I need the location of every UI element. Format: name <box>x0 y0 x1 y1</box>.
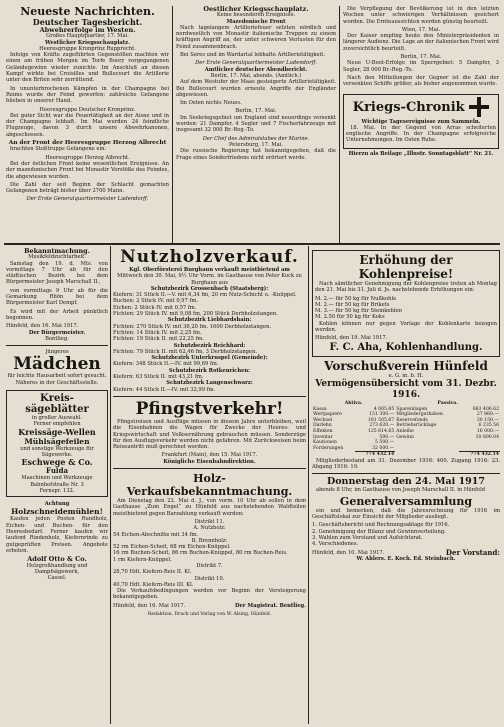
aktiva-header: Aktiva. <box>344 400 363 406</box>
gv-item: 3. Wahlen zum Vorstand und Aufsichtsrat. <box>312 534 423 541</box>
meeting-location: abends 8 Uhr, im Gasthause von Joseph Marschall II. in Hünfeld <box>316 486 486 493</box>
auction-item: Kiefern: 63 Stück II. mit 43,21 fm. <box>113 374 204 381</box>
verein-subtitle: e. G. m. b. H. <box>388 372 424 379</box>
news-front: Westlicher Kriegsschauplatz. <box>45 39 130 46</box>
news-column-middle <box>176 6 336 242</box>
gv-item: 1. Geschäftsbericht und Rechnungsablage für 1916. <box>312 522 450 529</box>
news-section: Abwehrerfolge im Westen. <box>39 26 136 34</box>
kohlen-title: Erhöhung der Kohlenpreise! <box>358 253 454 281</box>
balance-table <box>312 401 500 458</box>
auction-district: Schutzbezirk Rotkenrichen: <box>168 367 251 374</box>
notice-signature-name: Bentlieg. <box>45 335 69 342</box>
ad-address: Maschinen und Werkzeuge Bahnhofstraße Nr. 3 <box>21 475 93 488</box>
ad-title: Kriegs-Chronik <box>352 99 465 115</box>
kohlen-firm: F. C. Aha, Kohlenhandlung. <box>329 341 483 353</box>
news-paragraph: Die Verpflegung der Bevölkerung ist in den letzten Wochen unter schwierigen Verhältnissen gesichert worden. Die Ernteaussichten werden günstig beurteilt. <box>343 6 499 25</box>
table-row: Forderungen 32 000.— <box>313 445 395 451</box>
ad-line: in großer Auswahl. <box>31 415 83 422</box>
auction-item: Fichten: 79 Stück II. mit 62,46 fm, 3 Derbholzstangen. <box>113 348 258 355</box>
auction-item: Fichten: 29 Stück IV. mit 9,08 fm, 200 Stück Derbholzstangen. <box>113 311 278 318</box>
news-paragraph: Der Kaiser empfing heute den Ministerpräsidenten in längerer Audienz. Die Lage an der italienischen Front wird zuversichtlich beurteilt. <box>343 33 499 52</box>
notices-column <box>6 248 108 722</box>
ad-line: und sonstige Werkzeuge für Sägewerke. <box>20 445 94 458</box>
news-signature: Der Erste Generalquartiermeister Ludendorff. <box>26 196 149 203</box>
news-dateline: Petersburg, 17. Mai. <box>229 141 283 148</box>
holz-signature: Der Magistrat. Bentlieg. <box>235 602 306 609</box>
pfingst-text: Pfingstreisen und Ausflüge müssen in diesem Jahre unterbleiben, weil die Eisenbahnen die Wagen für Zwecke der Heeres- und Kriegswirtschaft und Volksernährung gebrauchen müssen. Sonderzüge für den Ausflugsverkehr werden nicht gefahren. Mit Zurückweisen beim Reiseantritt muß gerechnet werden. <box>113 418 306 451</box>
auction-district: Schutzbezirk Unterkruspel (Gemeinde): <box>151 355 268 362</box>
news-subgroup: Heeresgruppe Herzog Albrecht. <box>45 154 130 161</box>
table-row: Darlehn 273 620.— Betriebsrücklage 6 235.56 <box>313 423 499 429</box>
holz-item: 54 Eichen-Abschnitte mit 34 fm. <box>113 531 199 538</box>
table-row: Inventar 500.— Gewinn 10 800.04 <box>313 434 499 440</box>
kohlen-date: Hünfeld, den 19. Mai 1917. <box>315 335 388 342</box>
pfingst-date: Frankfurt (Main), den 15. Mai 1917. <box>161 452 258 459</box>
ad-line: Kreissäge-Wellen <box>18 426 96 437</box>
gv-date: Hünfeld, den 10. Mai 1917. <box>312 549 385 556</box>
news-dateline: Berlin, 17. Mai. <box>235 108 277 115</box>
news-paragraph: brachten Stoßtrupps Gefangene ein. <box>10 146 107 153</box>
news-signature: Der Erste Generalquartiermeister Ludendorff. <box>195 60 317 67</box>
news-paragraph: Im Osten nichts Neues. <box>180 100 242 107</box>
ad-subtitle: Wichtige Tagesereignisse zum Sammeln. <box>361 118 481 125</box>
auction-intro: Kgl. Oberförsterei Burghaun verkauft meistbietend am <box>129 267 290 273</box>
pfingst-signature: Königliche Eisenbahndirektion. <box>163 458 256 465</box>
news-paragraph: Nach tagelangem Artilleriefeuer setzten nördlich und nordwestlich von Monastir italienische Truppen zu einem kräftigen Angriff an, der unter schweren Verlusten für den Feind zusammenbrach. <box>176 24 336 50</box>
gv-text: ein und bemerken, daß die Jahresrechnung für 1916 im Geschäftslokal zur Einsicht der Mitglieder ausliegt. <box>312 507 500 521</box>
auction-title: Nutzholzverkauf. <box>120 248 299 267</box>
gv-names: W. Ahlers. E. Koch. Ed. Steinbach. <box>356 555 456 562</box>
news-section: Amtlicher deutscher Abendbericht. <box>204 66 308 73</box>
holz-note: Die Verkaufsbedingungen werden vor Beginn der Versteigerung bekanntgegeben. <box>113 588 306 601</box>
news-paragraph: Nach den Mitteilungen der Gegner ist die Zahl der versenkten Schiffe größer, als bisher angenommen wurde. <box>343 74 499 88</box>
ad-pre: Jüngeres <box>45 349 69 356</box>
ad-text: 18. Mai. In der Gegend von Arras scheiterten englische Angriffe. In der Champagne erfolgreiche Unternehmungen. Im Osten Ruhe. <box>346 124 496 144</box>
ad-text: Kaufen jeden Posten Rundholz, Eichen- und Buchen- für den Heeresbedarf. Ferner kaufen wir laufend Rindenholz, Kiefernrinde zu gutgeprüften Preisen. Angebote erbeten. <box>6 516 108 554</box>
holz-item: 1 rm Kiefern-Knüppel. <box>113 556 172 563</box>
holz-date: Hünfeld, den 16. Mai 1917. <box>113 602 186 609</box>
news-paragraph: Neue U-Boot-Erfolge im Sperrgebiet: 5 Dampfer, 3 Segler, 28 000 Br.-Reg.-To. <box>343 60 499 73</box>
ad-headline: Kreis-sägeblätter <box>25 393 89 416</box>
news-paragraph: Bei der östlichen Front keine wesentlichen Ereignisse. An der mazedonischen Front bei Monastir Vorstöße des Feindes, die abgewiesen wurden. <box>6 160 169 180</box>
notice-date: Hünfeld, den 16. Mai 1917. <box>6 323 79 330</box>
holz-intro: Am Dienstag den 22. Mai d. J., von vorm. 10 Uhr ab sollen in dem Gasthause „Zum Engel“ zu Hünfeld aus nachstehenden Waldteilen meistbietend gegen Barzahlung verkauft werden: <box>113 498 306 517</box>
news-subtitle: Deutscher Tagesbericht. <box>32 17 143 27</box>
table-row: Kassa 4 005.85 Spareinlagen 683 406.62 <box>313 406 499 412</box>
imprint: Redaktion, Druck und Verlag von W. Alsing, Hünfeld. <box>147 612 272 618</box>
news-subgroup: Heeresgruppe Deutscher Kronprinz. <box>39 106 136 113</box>
news-title: Neueste Nachrichten. <box>20 6 155 18</box>
auction-item: Kiefern: 44 Stück II.—IV. mit 32,99 fm. <box>113 386 216 393</box>
news-column-right <box>343 6 499 242</box>
iron-cross-icon <box>469 97 489 117</box>
news-paragraph: Bei Seres und im Wardartal lebhafte Artillerietätigkeit. <box>180 52 326 59</box>
ad-line: Mühlsägefeilen <box>24 436 90 446</box>
table-row: Wechsel 181 505.67 Reservefonds 30 150.— <box>313 417 499 423</box>
gv-item: 4. Verschiedenes. <box>312 541 359 548</box>
verein-balance-title: Vermögensübersicht vom 31. Dezbr. 1916. <box>315 378 497 400</box>
news-paragraph: Die russische Regierung hat bekanntgegeben, daß die Frage eines Sonderfriedens nicht erörtert werde. <box>176 148 336 161</box>
table-row: Kautionen 5 500.— <box>313 440 395 446</box>
kohlen-text: Nach sämtlicher Genehmigung der Kohlenpreise treten ab Montag den 21. Mai bis 31. Juli d. Js. nachstehende Erhöhungen ein: <box>315 281 497 294</box>
ad-city: Cassel. <box>47 575 67 582</box>
ad-phone: Fernspr. 132. <box>39 487 75 494</box>
auction-item: Buchen: 2 Stück IV. mit 0,97 fm. <box>113 298 199 305</box>
auction-item: Kiefern: 31 Stück II.—V. mit 6,34 fm, 20 rm Nutz-Schicht u. -Knüppel. <box>113 292 297 299</box>
news-dateline: Wien, 17. Mai. <box>401 26 441 33</box>
ad-city: Fulda <box>45 466 69 476</box>
auction-item: Eichen: 2 Stück IV. mit 0,57 fm. <box>113 304 197 311</box>
notice-text: Samstag den 19. d. Mts. von vormittags 7 Uhr ab für den städtischen Bezirk bei dem Bürgermeister Joseph Marschall II., <box>6 260 108 286</box>
ad-firm-desc: Holzgroßhandlung und Dampfsägewerk, <box>26 562 88 575</box>
kohlen-note: Kohlen können nur gegen Vorlage der Kohlenkarte bezogen werden. <box>315 320 497 334</box>
news-paragraph: Bei guter Sicht war die Feuertätigkeit an der Aisne und in der Champagne lebhaft. Im Mai wurden 24 feindliche Flugzeuge, davon 3 durch unsere Abwehrkanonen, abgeschossen. <box>6 112 169 138</box>
kriegs-chronik-ad <box>343 94 499 149</box>
holz-title: Holz-Verkaufsbekanntmachung. <box>126 472 293 499</box>
table-row: Wertpapiere 151 300.— Mitgliederguthaben 27 860.— <box>313 412 499 418</box>
auction-district: Schutzbezirk Reichhard: <box>173 342 246 349</box>
holz-item: 40,70 Hdt. Kiefern-Reis III. Kl. <box>113 581 194 588</box>
auction-intro: Mittwoch den 30. Mai, 9½ Uhr Vorm. im Gasthause von Peter Kock zu Burghaun aus <box>117 273 302 286</box>
holz-item: 28,70 Hdt. Kiefern-Reis II. Kl. <box>113 569 192 576</box>
gv-title: Generalversammlung <box>339 494 473 508</box>
news-group: Heeresgruppe Kronprinz Rupprecht. <box>39 45 136 52</box>
kohlen-item: M. 2.50 für 50 kg für Koks <box>315 314 385 321</box>
auction-district: Schutzbezirk Liebhardshain: <box>167 317 252 324</box>
holz-item: B. Brennholz: <box>191 537 228 544</box>
news-column <box>6 6 169 242</box>
auction-column <box>113 248 306 722</box>
ad-headline: Holzschneidemühlen! <box>11 507 103 517</box>
news-dateline: Großes Hauptquartier, 17. Mai. <box>46 33 129 40</box>
pfingst-title: Pfingstverkehr! <box>135 398 284 419</box>
news-title: Oestlicher Kriegsschauplatz. <box>203 6 309 13</box>
column-rule <box>172 6 173 243</box>
holz-item: 16 rm Buchen-Scheit, 86 rm Buchen-Knüppel, 80 rm Buchen-Reis. <box>113 550 288 557</box>
auction-item: Kiefern: 348 Stück II.—IV. mit 99,69 fm. <box>113 361 219 368</box>
holz-item: A. Nutzholz: <box>193 525 226 532</box>
holz-item: Distrikt 11. <box>194 518 225 525</box>
passiva-header: Passiva. <box>437 400 458 406</box>
saw-blade-ad <box>6 390 108 497</box>
kohlen-item: M. 3.— für 50 kg für Steinkohlen <box>315 308 402 315</box>
auction-item: Fichten: 14 Stück IV. mit 2,25 fm. <box>113 329 202 336</box>
news-paragraph: In ununterbrochenen Kämpfen in der Champagne bei Reims wurde der Feind geworfen; zahlreiche Gefangene blieben in unserer Hand. <box>6 85 169 105</box>
verein-title: Vorschußverein Hünfeld <box>324 358 488 373</box>
column-rule <box>308 246 309 724</box>
news-dateline: Berlin, 17. Mai, abends. (Amtlich.) <box>210 72 302 79</box>
section-rule <box>4 243 500 245</box>
news-bold: An der Front der Heeresgruppe Herzog Albrecht <box>8 140 167 147</box>
kohlen-item: M. 2.— für 50 kg für Nußkohle <box>315 295 397 302</box>
meeting-date: Donnerstag den 24. Mai 1917 <box>326 475 486 487</box>
ad-headline-maedchen: Mädchen <box>13 354 101 375</box>
news-signature: Der Chef des Admiralstabes der Marine. <box>202 135 310 142</box>
notice-title: Bekanntmachung. <box>24 248 90 255</box>
ad-attention: Achtung <box>44 501 70 508</box>
news-paragraph: Im Seekriegsgebiet um England sind neuerdings versenkt worden: 21 Dampfer, 4 Segler und 7 Fischerfahrzeuge mit insgesamt 32 000 Br.-Reg.-To. <box>176 114 336 134</box>
notice-subtitle: Musikfeldzuchtarbeit. <box>28 254 86 261</box>
auction-item: Fichten: 270 Stück IV. mit 36,20 fm. 1600 Derbholzstangen. <box>113 323 272 330</box>
verein-note: Mitgliederbestand am 31. Dezember 1916: 460. Zugang 1916: 23. Abgang 1916: 19. <box>312 457 500 471</box>
auction-items <box>113 292 306 393</box>
notice-signature: Der Bürgermeister. <box>28 329 86 336</box>
news-paragraph: Infolge von Kräfte zugeführten Gegenstößen machten wir einen am frühen Morgen im Torfe Boery vorgegangenen Geländegewinn wieder zunichte. Im Anschluß an diesen Kampf wirkte bei Croisilles und Bullecourt die Artillerie unter den Briten sehr zerrüttend. <box>6 52 169 84</box>
notice-text: Es wird mit der Arbeit pünktlich begonnen. <box>6 308 108 321</box>
column-rule <box>110 246 111 724</box>
notice-text: von vormittags 9 Uhr ab für die Gemarkung Rhön bei dem Bürgermeister Karl Dempf. <box>6 287 108 307</box>
holz-item: Distrikt 7. <box>196 562 223 569</box>
news-dateline: Berlin, 17. Mai. <box>400 54 442 61</box>
gv-item: 2. Genehmigung der Bilanz und Gewinnverteilung. <box>312 528 446 535</box>
kohlen-ad <box>312 250 500 357</box>
table-row: Effekten 125 614.65 Anleihe 16 000.— <box>313 428 499 434</box>
ad-text: Näheres in der Geschäftsstelle. <box>15 379 99 386</box>
gv-vorstand: Der Vorstand: <box>445 547 500 557</box>
right-ads-column <box>312 248 500 722</box>
news-paragraph: Auf dem Westufer der Maas gesteigerte Artillerietätigkeit. Bei Bullecourt wurden erneute Angriffe der Engländer abgewiesen. <box>176 79 336 98</box>
news-line: Keine besonderen Ereignisse. <box>216 12 296 19</box>
ad-firm: Eschwege & Co. <box>21 457 93 468</box>
ad-text: für leichte Hausarbeit sofort gesucht. <box>7 373 107 380</box>
news-front: Mazedonische Front <box>226 18 286 25</box>
table-total-row: 774 432.14 774 432.14 <box>312 452 500 458</box>
ad-firm: Adolf Otto & Co. <box>27 555 87 564</box>
kohlen-item: M. 2.— für 50 kg für Brikets <box>315 301 390 308</box>
news-paragraph: Die Zahl der seit Beginn der Schlacht gemachten Gefangenen beträgt bisher über 2700 Mann. <box>6 181 169 195</box>
supplement-note: Hierzu als Beilage „Illustr. Sonntagsblatt“ Nr. 21. <box>348 150 494 157</box>
auction-district: Schutzbezirk Grossenbach (Staatsberg): <box>150 285 269 292</box>
ad-line: Ferner empfehlen <box>33 421 81 428</box>
holz-item: Distrikt 10. <box>194 575 225 582</box>
holz-item: 52 rm Eichen-Scheit, 68 rm Eichen-Knüppel. <box>113 544 231 551</box>
auction-district: Schutzbezirk Langenschwarz: <box>166 380 253 387</box>
auction-item: Fichten: 19 Stück II. mit 22,25 fm. <box>113 336 205 343</box>
column-rule <box>339 6 340 243</box>
